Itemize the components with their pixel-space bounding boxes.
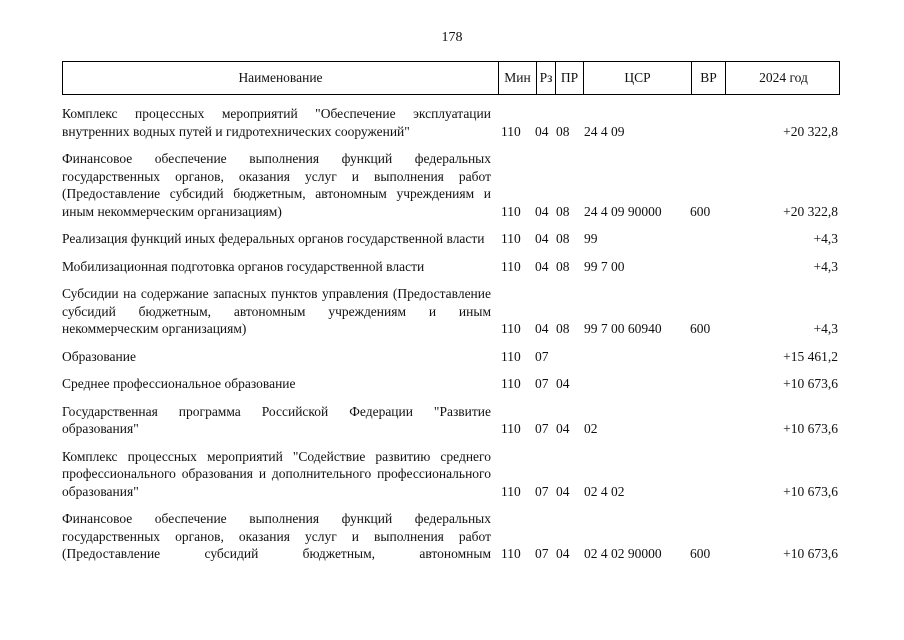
row-pr: 04 xyxy=(556,376,570,391)
table-row xyxy=(62,348,840,366)
row-amount: +4,3 xyxy=(813,321,838,336)
row-amount: +10 673,6 xyxy=(783,483,838,499)
row-csr: 24 4 09 xyxy=(584,123,625,139)
row-min: 110 xyxy=(501,258,521,274)
table-body xyxy=(62,105,840,573)
row-amount: +15 461,2 xyxy=(783,348,838,364)
row-amount: +20 322,8 xyxy=(783,203,838,219)
row-name: Финансовое обеспечение выполнения функций федеральных государственных органов, оказания услуг и выполнения работ (Предоставление субсидий бюджетным, автономным xyxy=(62,511,491,561)
row-min: 110 xyxy=(501,421,521,436)
row-min: 110 xyxy=(501,376,521,391)
column-header-pr: ПР xyxy=(555,62,583,94)
row-amount: +10 673,6 xyxy=(783,376,838,391)
row-amount: +10 673,6 xyxy=(783,421,838,436)
row-csr: 24 4 09 90000 xyxy=(584,203,662,219)
row-csr: 02 4 02 xyxy=(584,483,625,499)
row-name: Финансовое обеспечение выполнения функций федеральных государственных органов, оказания услуг и выполнения работ (Предоставление субсидий бюджетным, автономным учреждениям и иным некоммерческим организациям) xyxy=(62,151,491,219)
table-header xyxy=(62,61,840,95)
row-name: Комплекс процессных мероприятий "Обеспечение эксплуатации внутренних водных путей и гидротехнических сооружений" xyxy=(62,106,491,139)
row-vr: 600 xyxy=(690,321,711,336)
row-pr: 08 xyxy=(556,231,570,246)
row-name: Образование xyxy=(62,348,136,364)
row-rz: 07 xyxy=(535,421,549,436)
row-name: Государственная программа Российской Федерации "Развитие образования" xyxy=(62,403,491,436)
table-row xyxy=(62,230,840,248)
row-vr: 600 xyxy=(690,203,711,219)
row-csr: 02 xyxy=(584,421,598,436)
row-csr: 99 xyxy=(584,231,598,246)
row-name: Среднее профессиональное образование xyxy=(62,376,296,391)
row-name: Субсидии на содержание запасных пунктов управления (Предоставление субсидий бюджетным, автономным учреждениям и иным некоммерческим организациям) xyxy=(62,286,491,336)
column-header-year: 2024 год xyxy=(725,62,841,94)
row-pr: 08 xyxy=(556,258,570,274)
row-rz: 07 xyxy=(535,483,549,499)
row-rz: 04 xyxy=(535,231,549,246)
page-number: 178 xyxy=(441,30,463,45)
row-csr: 02 4 02 90000 xyxy=(584,546,662,561)
table-row xyxy=(62,375,840,393)
row-name: Реализация функций иных федеральных органов государственной власти xyxy=(62,231,485,246)
table-row xyxy=(62,258,840,276)
row-rz: 04 xyxy=(535,123,549,139)
table-row xyxy=(62,510,840,563)
row-amount: +10 673,6 xyxy=(783,546,838,561)
row-csr: 99 7 00 60940 xyxy=(584,321,662,336)
column-header-rz: Рз xyxy=(536,62,555,94)
row-min: 110 xyxy=(501,123,521,139)
row-rz: 04 xyxy=(535,203,549,219)
row-pr: 04 xyxy=(556,483,570,499)
row-pr: 08 xyxy=(556,203,570,219)
row-pr: 08 xyxy=(556,123,570,139)
table-row xyxy=(62,403,840,438)
row-min: 110 xyxy=(501,483,521,499)
column-header-csr: ЦСР xyxy=(583,62,691,94)
column-header-name: Наименование xyxy=(238,70,323,85)
row-csr: 99 7 00 xyxy=(584,258,625,274)
row-min: 110 xyxy=(501,231,521,246)
row-rz: 07 xyxy=(535,348,549,364)
row-name: Комплекс процессных мероприятий "Содействие развитию среднего профессионального образования и дополнительного профессионального образования" xyxy=(62,448,491,499)
row-name: Мобилизационная подготовка органов государственной власти xyxy=(62,258,425,274)
row-vr: 600 xyxy=(690,546,711,561)
row-rz: 04 xyxy=(535,258,549,274)
row-min: 110 xyxy=(501,203,521,219)
row-pr: 08 xyxy=(556,321,570,336)
table-row xyxy=(62,150,840,220)
column-header-min: Мин xyxy=(498,62,536,94)
row-rz: 07 xyxy=(535,546,549,561)
row-pr: 04 xyxy=(556,421,570,436)
row-amount: +20 322,8 xyxy=(783,123,838,139)
row-rz: 04 xyxy=(535,321,549,336)
row-min: 110 xyxy=(501,546,521,561)
table-row xyxy=(62,105,840,140)
row-rz: 07 xyxy=(535,376,549,391)
row-amount: +4,3 xyxy=(813,258,838,274)
row-amount: +4,3 xyxy=(813,231,838,246)
table-row xyxy=(62,285,840,338)
row-pr: 04 xyxy=(556,546,570,561)
row-min: 110 xyxy=(501,348,521,364)
table-row xyxy=(62,448,840,501)
row-min: 110 xyxy=(501,321,521,336)
column-header-vr: ВР xyxy=(691,62,725,94)
